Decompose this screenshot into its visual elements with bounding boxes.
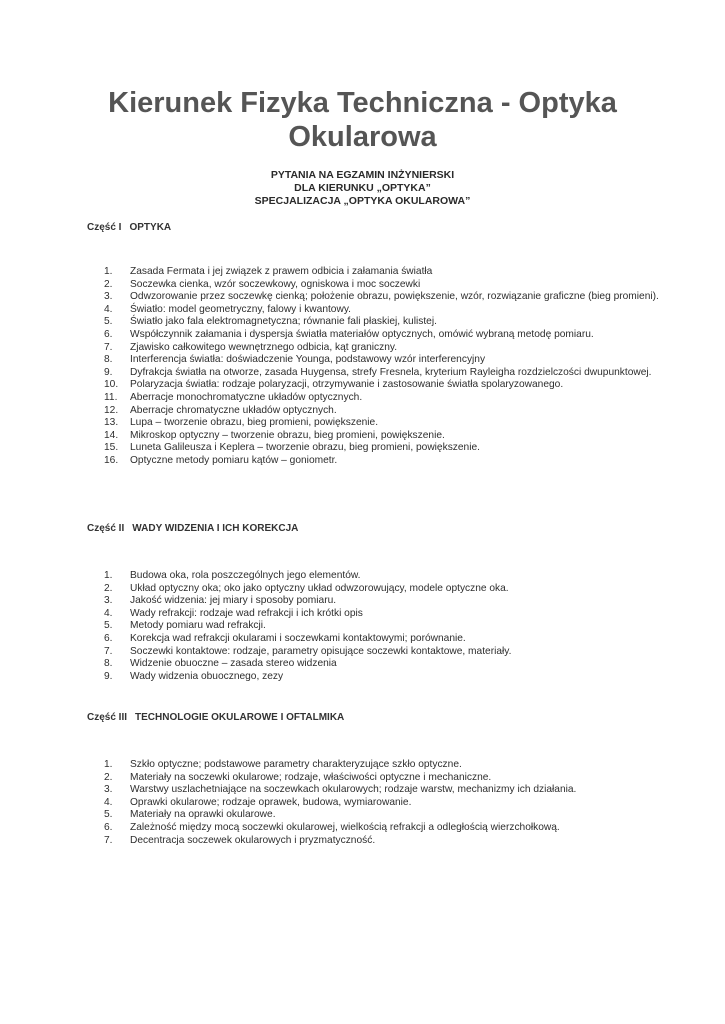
question-text: Mikroskop optyczny – tworzenie obrazu, bieg promieni, powiększenie.	[130, 429, 445, 441]
question-text: Interferencja światła: doświadczenie Younga, podstawowy wzór interferencyjny	[130, 354, 486, 366]
section-name: TECHNOLOGIE OKULAROWE I OFTALMIKA	[135, 712, 345, 723]
question-item	[0, 329, 725, 342]
section-part-label: Część I	[87, 222, 122, 233]
question-text: Materiały na soczewki okularowe; rodzaje, właściwości optyczne i mechaniczne.	[130, 771, 492, 783]
question-item	[0, 417, 725, 430]
document-title-line-1: Kierunek Fizyka Techniczna - Optyka	[108, 87, 617, 119]
question-number: 6.	[104, 632, 113, 644]
question-text: Światło: model geometryczny, falowy i kwantowy.	[130, 303, 351, 315]
question-number: 12.	[104, 404, 119, 416]
question-item	[0, 367, 725, 380]
question-text: Dyfrakcja światła na otworze, zasada Huygensa, strefy Fresnela, kryterium Rayleigha rozdzielczości dwupunktowej.	[130, 366, 652, 378]
question-text: Jakość widzenia: jej miary i sposoby pomiaru.	[130, 595, 337, 607]
question-text: Światło jako fala elektromagnetyczna; równanie fali płaskiej, kulistej.	[130, 316, 437, 328]
question-item	[0, 392, 725, 405]
question-number: 3.	[104, 784, 113, 796]
subheader-line: DLA KIERUNKU „OPTYKA”	[294, 181, 431, 194]
question-number: 10.	[104, 379, 119, 391]
question-item	[0, 405, 725, 418]
question-number: 7.	[104, 834, 113, 846]
question-text: Zasada Fermata i jej związek z prawem odbicia i załamania światła	[130, 266, 433, 277]
question-number: 15.	[104, 442, 119, 454]
question-number: 16.	[104, 454, 119, 466]
question-item	[0, 620, 725, 633]
question-number: 4.	[104, 303, 113, 315]
question-number: 1.	[104, 266, 113, 277]
question-number: 8.	[104, 354, 113, 366]
question-item	[0, 266, 725, 279]
subheader-line: SPECJALIZACJA „OPTYKA OKULAROWA”	[254, 194, 471, 207]
question-text: Decentracja soczewek okularowych i pryzmatyczność.	[130, 834, 376, 846]
section-heading-wady-widzenia	[87, 523, 298, 535]
question-number: 5.	[104, 316, 113, 328]
document-title-line-2: Okularowa	[288, 121, 437, 153]
question-number: 6.	[104, 821, 113, 833]
question-item	[0, 646, 725, 659]
section-name: WADY WIDZENIA I ICH KOREKCJA	[132, 523, 299, 534]
question-number: 13.	[104, 417, 119, 429]
question-text: Układ optyczny oka; oko jako optyczny układ odwzorowujący, modele optyczne oka.	[130, 582, 509, 594]
question-text: Oprawki okularowe; rodzaje oprawek, budowa, wymiarowanie.	[130, 796, 412, 808]
exam-subheader	[60, 169, 665, 207]
section-name: OPTYKA	[129, 222, 172, 233]
question-item	[0, 455, 725, 468]
question-text: Lupa – tworzenie obrazu, bieg promieni, powiększenie.	[130, 417, 379, 429]
question-text: Soczewka cienka, wzór soczewkowy, ogniskowa i moc soczewki	[130, 278, 421, 290]
question-number: 5.	[104, 620, 113, 632]
question-item	[0, 304, 725, 317]
question-number: 4.	[104, 607, 113, 619]
question-item	[0, 430, 725, 443]
question-number: 2.	[104, 771, 113, 783]
question-number: 6.	[104, 328, 113, 340]
document-title	[40, 86, 685, 154]
section-part-label: Część III	[87, 712, 128, 723]
question-item	[0, 835, 725, 848]
question-item	[0, 379, 725, 392]
question-number: 7.	[104, 341, 113, 353]
question-number: 4.	[104, 796, 113, 808]
question-text: Wady refrakcji: rodzaje wad refrakcji i ich krótki opis	[130, 607, 363, 619]
question-list-wady-widzenia	[0, 570, 725, 683]
subheader-line: PYTANIA NA EGZAMIN INŻYNIERSKI	[270, 169, 455, 181]
question-text: Szkło optyczne; podstawowe parametry charakteryzujące szkło optyczne.	[130, 759, 462, 770]
question-item	[0, 442, 725, 455]
question-item	[0, 772, 725, 785]
question-item	[0, 342, 725, 355]
question-text: Polaryzacja światła: rodzaje polaryzacji, otrzymywanie i zastosowanie światła spolaryzowanego.	[130, 379, 564, 391]
question-item	[0, 822, 725, 835]
question-text: Aberracje chromatyczne układów optycznych.	[130, 404, 337, 416]
question-number: 8.	[104, 658, 113, 670]
question-number: 5.	[104, 809, 113, 821]
question-item	[0, 595, 725, 608]
question-text: Widzenie obuoczne – zasada stereo widzenia	[130, 658, 337, 670]
section-heading-technologie-okularowe	[87, 712, 344, 724]
question-number: 11.	[104, 391, 118, 403]
section-heading-optyka	[87, 222, 171, 234]
question-text: Zależność między mocą soczewki okularowej, wielkością refrakcji a odległością wierzchołkową.	[130, 821, 560, 833]
question-item	[0, 633, 725, 646]
question-item	[0, 797, 725, 810]
question-text: Wady widzenia obuocznego, zezy	[130, 670, 284, 682]
question-text: Metody pomiaru wad refrakcji.	[130, 620, 266, 632]
question-item	[0, 809, 725, 822]
question-number: 7.	[104, 645, 113, 657]
question-number: 2.	[104, 582, 113, 594]
section-part-label: Część II	[87, 523, 125, 534]
question-item	[0, 570, 725, 583]
question-number: 9.	[104, 366, 113, 378]
question-item	[0, 658, 725, 671]
question-number: 1.	[104, 570, 113, 581]
question-item	[0, 784, 725, 797]
question-text: Materiały na oprawki okularowe.	[130, 809, 276, 821]
question-item	[0, 279, 725, 292]
question-text: Korekcja wad refrakcji okularami i soczewkami kontaktowymi; porównanie.	[130, 632, 466, 644]
question-item	[0, 583, 725, 596]
question-number: 14.	[104, 429, 119, 441]
question-item	[0, 354, 725, 367]
question-text: Aberracje monochromatyczne układów optycznych.	[130, 391, 363, 403]
question-text: Soczewki kontaktowe: rodzaje, parametry opisujące soczewki kontaktowe, materiały.	[130, 645, 512, 657]
question-number: 2.	[104, 278, 113, 290]
question-item	[0, 608, 725, 621]
question-number: 3.	[104, 595, 113, 607]
question-number: 1.	[104, 759, 113, 770]
question-text: Odwzorowanie przez soczewkę cienką; położenie obrazu, powiększenie, wzór, rozwiązanie graficzne (bieg promieni).	[130, 291, 659, 303]
question-item	[0, 316, 725, 329]
question-number: 9.	[104, 670, 113, 682]
question-number: 3.	[104, 291, 113, 303]
question-item	[0, 291, 725, 304]
question-text: Optyczne metody pomiaru kątów – goniometr.	[130, 454, 338, 466]
question-text: Współczynnik załamania i dyspersja światła materiałów optycznych, omówić wybraną metodę pomiaru.	[130, 328, 594, 340]
question-text: Budowa oka, rola poszczególnych jego elementów.	[130, 570, 361, 581]
question-text: Warstwy uszlachetniające na soczewkach okularowych; rodzaje warstw, mechanizmy ich działania.	[130, 784, 577, 796]
question-text: Luneta Galileusza i Keplera – tworzenie obrazu, bieg promieni, powiększenie.	[130, 442, 480, 454]
question-item	[0, 671, 725, 684]
question-item	[0, 759, 725, 772]
question-list-technologie-okularowe	[0, 759, 725, 847]
question-text: Zjawisko całkowitego wewnętrznego odbicia, kąt graniczny.	[130, 341, 398, 353]
question-list-optyka	[0, 266, 725, 468]
